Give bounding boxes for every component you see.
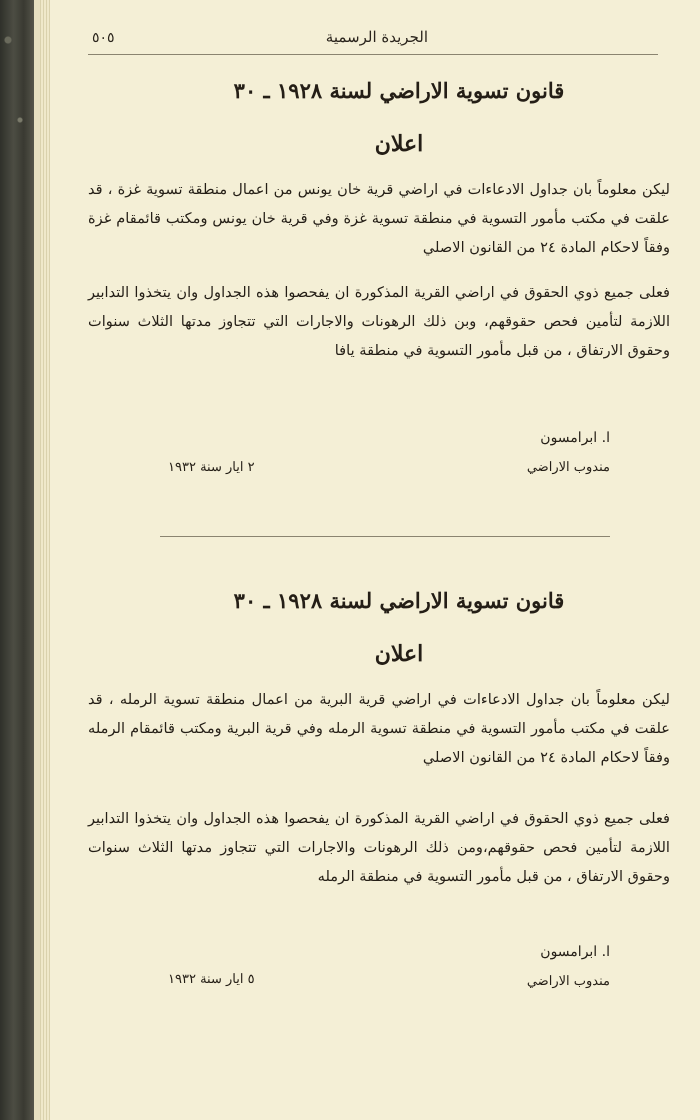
signatory-name: ا. ابرامسون	[540, 944, 610, 960]
notice-paragraph-2: فعلى جميع ذوي الحقوق في اراضي القرية المذكورة ان يفحصوا هذه الجداول وان يتخذوا التدابير اللازمة لتأمين فحص حقوقهم،ومن ذلك الرهونات والاجارات التي تتجاوز مدتها الثلاث سنوات وحقوق الارتفاق ، من قبل مأمور التسوية في منطقة الرمله	[88, 810, 670, 885]
notice-date: ٢ ايار سنة ١٩٣٢	[168, 460, 255, 475]
law-title: قانون تسوية الاراضي لسنة ١٩٢٨ ـ ٣٠	[233, 78, 565, 103]
notice-paragraph-1: ليكن معلوماً بان جداول الادعاءات في اراضي قرية خان يونس من اعمال منطقة تسوية غزة ، قد علقت في مكتب مأمور التسوية في منطقة تسوية غزة وفي قرية خان يونس ومكتب قائمقام غزة وفقاً لاحكام المادة ٢٤ من القانون الاصلي	[88, 181, 670, 256]
page-number: ٥٠٥	[92, 30, 115, 46]
signatory-name: ا. ابرامسون	[540, 430, 610, 446]
notice-khan-yunis	[88, 78, 670, 475]
page-header	[88, 24, 658, 55]
notice-bureij	[88, 588, 670, 989]
running-title: الجريدة الرسمية	[325, 28, 428, 46]
notice-paragraph-1: ليكن معلوماً بان جداول الادعاءات في اراضي قرية البرية من اعمال منطقة تسوية الرمله ، قد علقت في مكتب مأمور التسوية في منطقة تسوية الرمله وفي قرية البرية ومكتب قائمقام الرمله وفقاً لاحكام المادة ٢٤ من القانون الاصلي	[88, 691, 670, 766]
notice-date: ٥ ايار سنة ١٩٣٢	[168, 972, 255, 987]
book-binding	[0, 0, 34, 1120]
signatory-title: مندوب الاراضي	[526, 974, 610, 989]
notice-paragraph-2: فعلى جميع ذوي الحقوق في اراضي القرية المذكورة ان يفحصوا هذه الجداول وان يتخذوا التدابير اللازمة لتأمين فحص حقوقهم، وبن ذلك الرهونات والاجارات التي تتجاوز مدتها الثلاث سنوات وحقوق الارتفاق ، من قبل مأمور التسوية في منطقة يافا	[88, 284, 670, 359]
law-title: قانون تسوية الاراضي لسنة ١٩٢٨ ـ ٣٠	[233, 588, 565, 613]
section-divider	[160, 536, 610, 537]
signatory-title: مندوب الاراضي	[526, 460, 610, 475]
announcement-heading: اعلان	[374, 641, 424, 667]
announcement-heading: اعلان	[374, 131, 424, 157]
page-edge	[40, 0, 50, 1120]
gazette-page	[34, 0, 700, 1120]
